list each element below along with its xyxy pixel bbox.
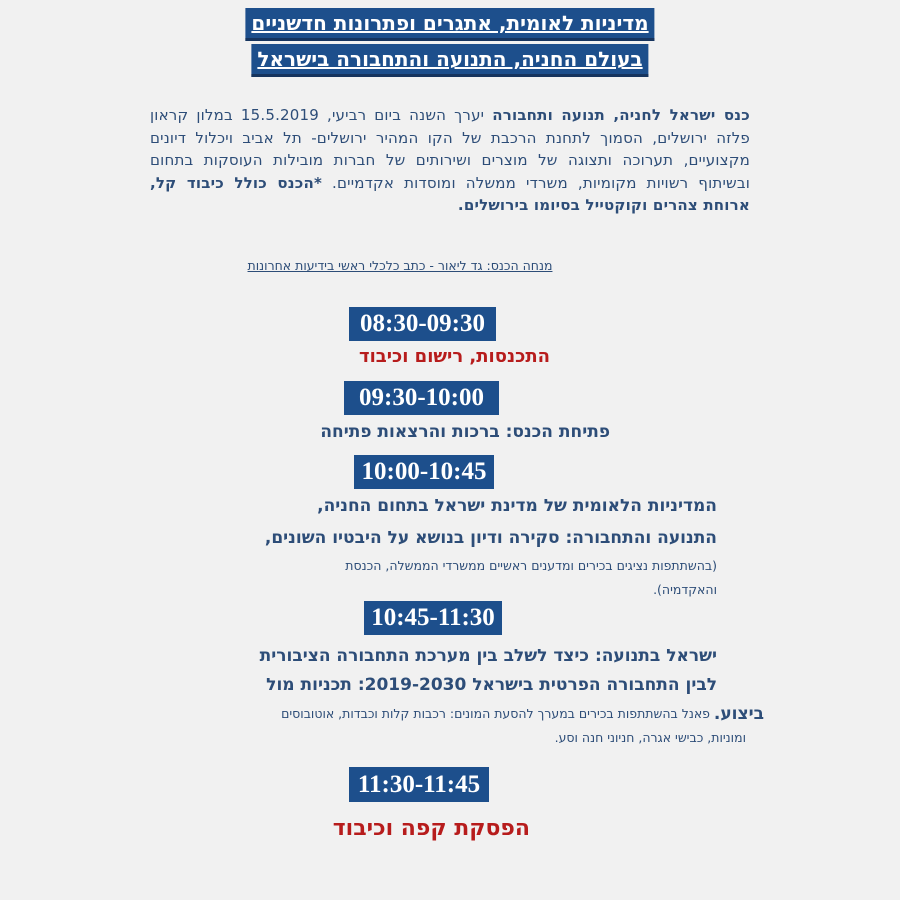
coffee-break-title: הפסקת קפה וכיבוד	[332, 816, 530, 841]
slot-4-line-1: ישראל בתנועה: כיצד לשלב בין מערכת התחבורה הציבורית	[259, 646, 717, 666]
slot-4-line-3: ביצוע.	[713, 704, 764, 724]
intro-paragraph	[150, 104, 750, 217]
slot-3-note-2: והאקדמיה).	[653, 582, 717, 597]
intro-body: יערך השנה ביום רביעי, 15.5.2019 במלון קראון פלזה ירושלים, הסמוך לתחנת הרכבת של הקו המהיר ירושלים- תל אביב ויכלול דיונים מקצועיים, תערוכה ותצוגה של מוצרים ושירותים של חברות מובילות העוסקות בתחום ובשיתוף רשויות מקומיות, משרדי ממשלה ומוסדות אקדמיים.	[150, 106, 750, 192]
slot-4-note-2: ומוניות, כבישי אגרה, חניוני חנה וסע.	[554, 730, 746, 745]
time-box-4: 10:45-11:30	[364, 601, 502, 635]
title-line-1: מדיניות לאומית, אתגרים ופתרונות חדשניים	[245, 8, 654, 41]
intro-tail: *הכנס כולל כיבוד קל, ארוחת צהרים וקוקטייל בסיומו בירושלים.	[150, 173, 750, 214]
slot-1-title: התכנסות, רישום וכיבוד	[358, 346, 550, 367]
slot-4-line-2: לבין התחבורה הפרטית בישראל 2019-2030: תכניות מול	[266, 675, 717, 695]
time-box-2: 09:30-10:00	[344, 381, 499, 415]
intro-lead: כנס ישראל לחניה, תנועה ותחבורה	[492, 106, 750, 124]
slot-4-note-1: פאנל בהשתתפות בכירים במערך להסעת המונים: רכבות קלות וכבדות, אוטובוסים	[281, 706, 710, 721]
title-line-2: בעולם החניה, התנועה והתחבורה בישראל	[251, 44, 648, 77]
time-box-5: 11:30-11:45	[349, 767, 489, 802]
slot-2-title: פתיחת הכנס: ברכות והרצאות פתיחה	[320, 422, 610, 442]
host-line: מנחה הכנס: גד ליאור - כתב כלכלי ראשי בידיעות אחרונות	[247, 258, 553, 273]
slot-3-line-1: המדיניות הלאומית של מדינת ישראל בתחום החניה,	[317, 496, 717, 516]
slot-3-line-2: התנועה והתחבורה: סקירה ודיון בנושא על היבטיו השונים,	[264, 528, 717, 548]
slot-3-note-1: (בהשתתפות נציגים בכירים ומדענים ראשיים ממשרדי הממשלה, הכנסת	[345, 558, 717, 573]
time-box-1: 08:30-09:30	[349, 307, 496, 341]
time-box-3: 10:00-10:45	[354, 455, 494, 489]
